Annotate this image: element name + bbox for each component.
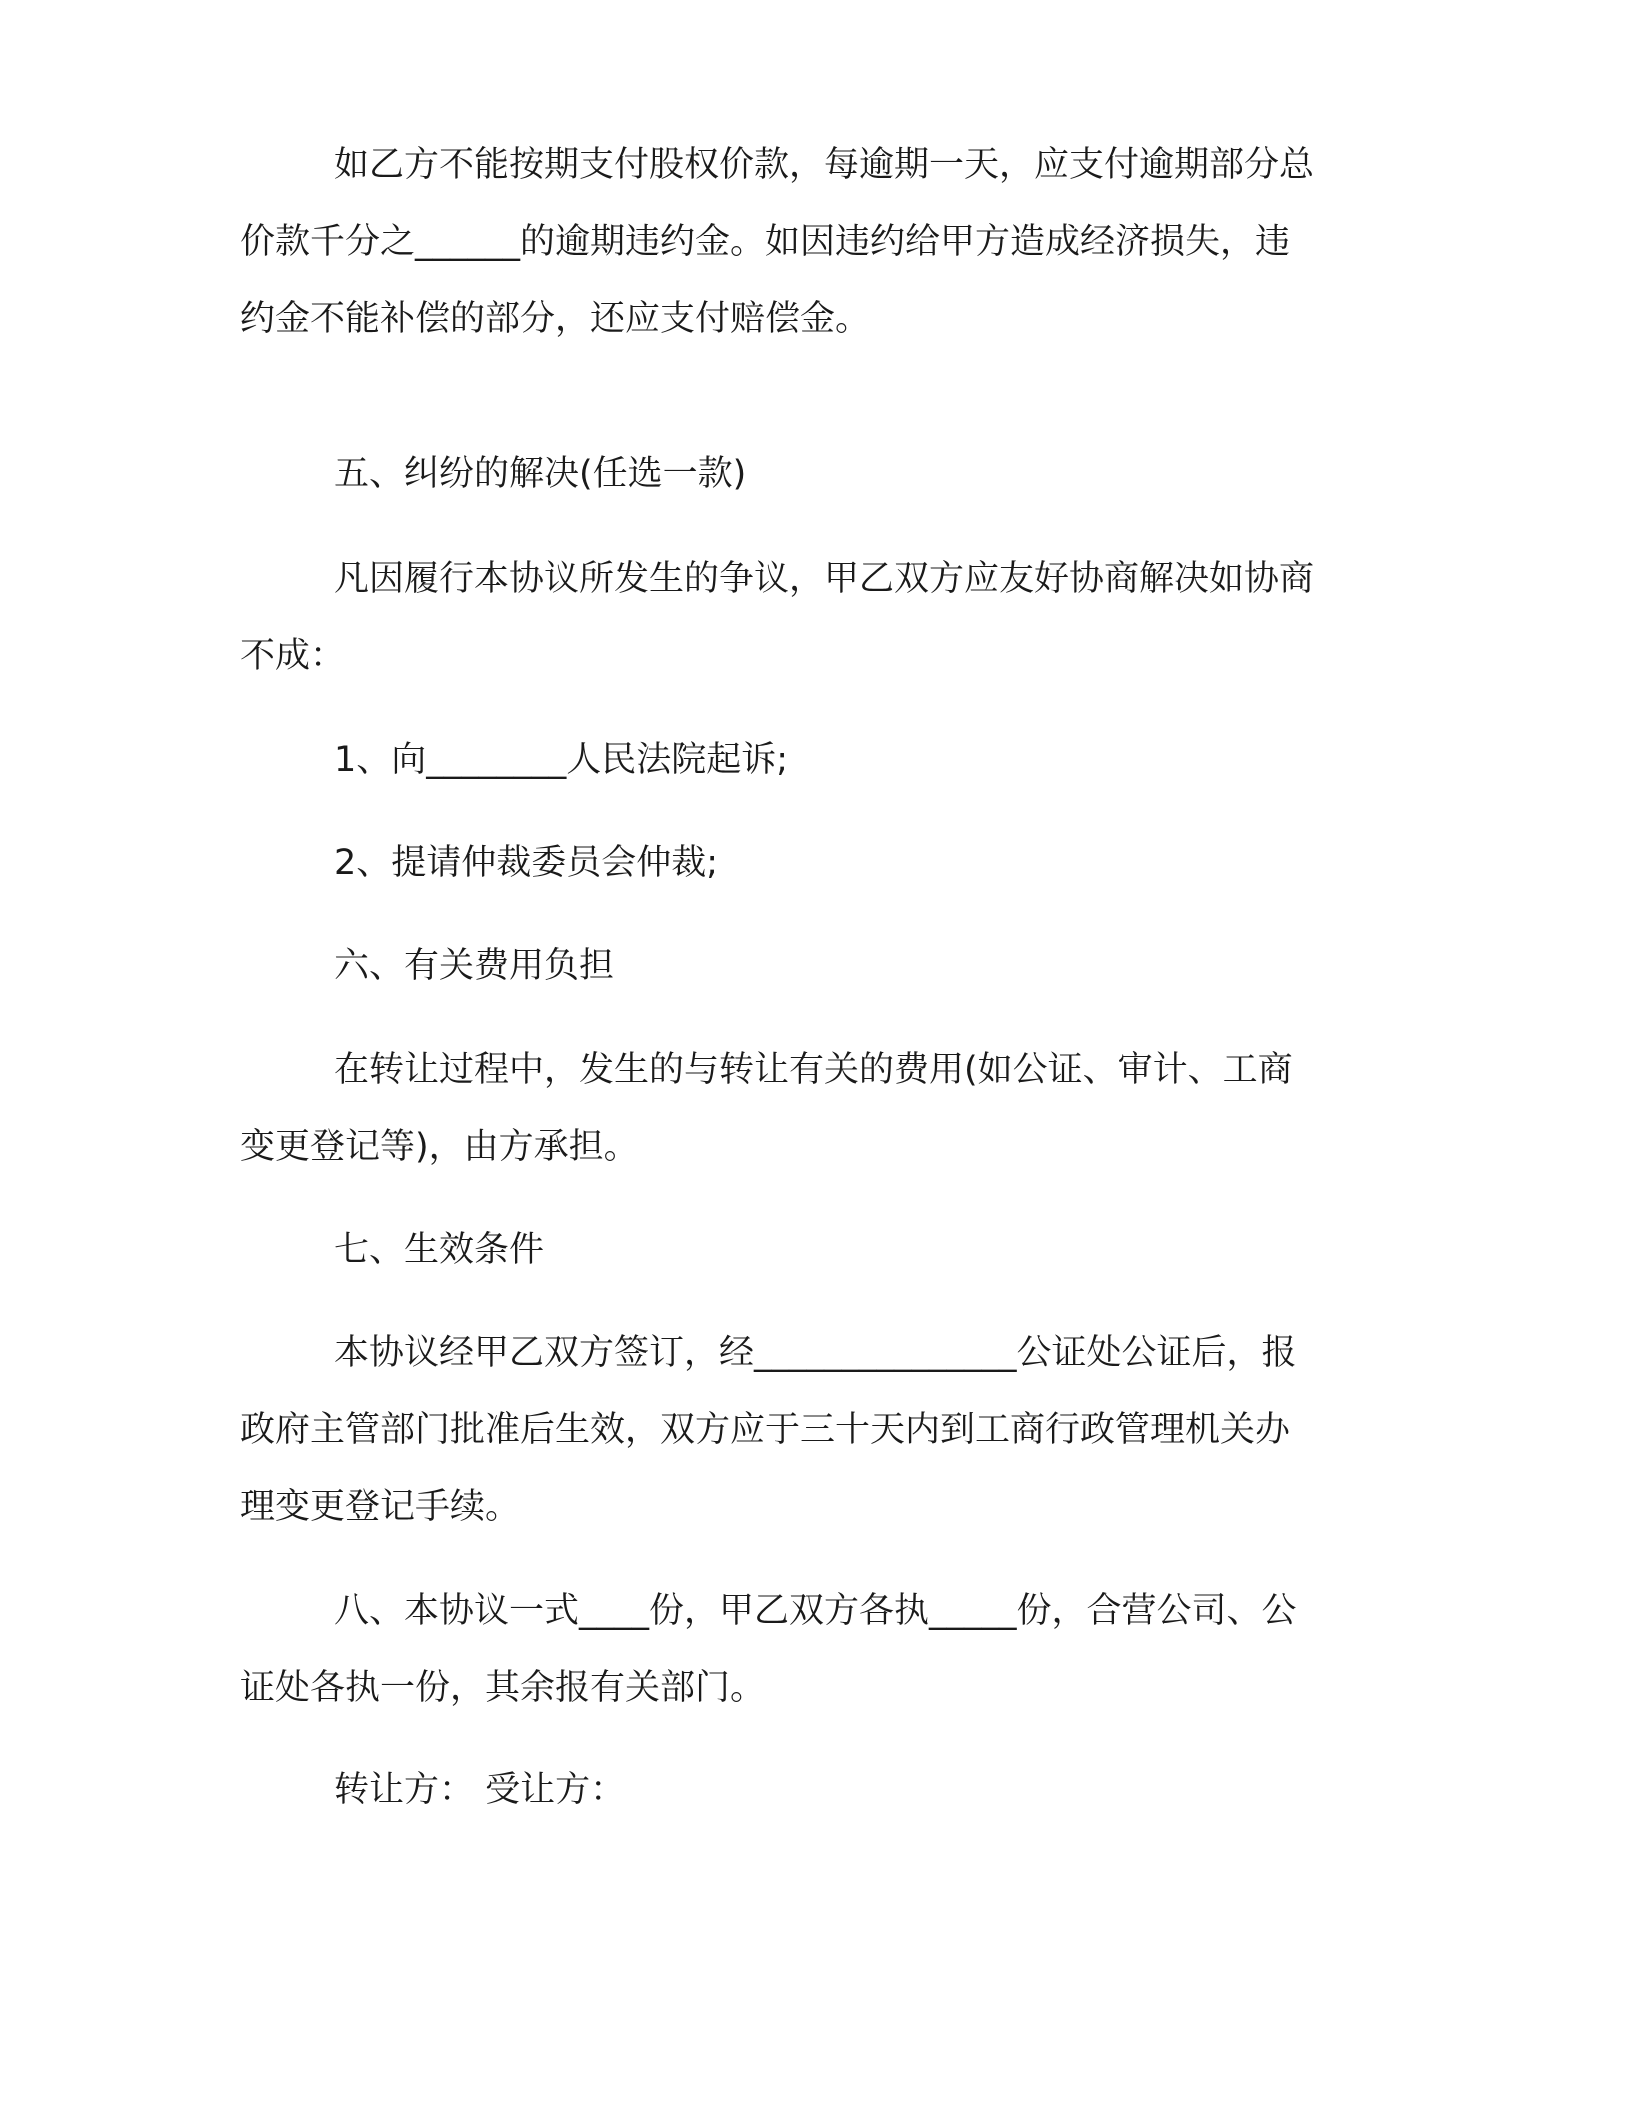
- paragraph-fees: [240, 1032, 1380, 1186]
- text-line: 约金不能补偿的部分，还应支付赔偿金。: [240, 299, 871, 339]
- heading-dispute-resolution: [240, 436, 1380, 513]
- option-arbitration: [240, 825, 1380, 902]
- text-line: 在转让过程中，发生的与转让有关的费用(如公证、审计、工商: [334, 1050, 1293, 1090]
- text-line: 转让方： 受让方：: [334, 1770, 626, 1810]
- text-line: 凡因履行本协议所发生的争议，甲乙双方应友好协商解决如协商: [334, 559, 1315, 599]
- text-line: 理变更登记手续。: [240, 1487, 521, 1527]
- paragraph-effect: [240, 1315, 1380, 1546]
- text-line: 八、本协议一式____份，甲乙双方各执_____份，合营公司、公: [334, 1591, 1297, 1631]
- paragraph-overdue-penalty: [240, 127, 1380, 358]
- text-line: 变更登记等)，由方承担。: [240, 1127, 639, 1167]
- text-line: 本协议经甲乙双方签订，经_______________公证处公证后，报: [334, 1333, 1297, 1373]
- text-line: 1、向________人民法院起诉;: [334, 740, 789, 780]
- text-line: 六、有关费用负担: [334, 946, 615, 986]
- text-line: 不成：: [240, 636, 346, 676]
- signature-line: [240, 1752, 1380, 1829]
- text-line: 如乙方不能按期支付股权价款，每逾期一天，应支付逾期部分总: [334, 145, 1315, 185]
- heading-fees: [240, 928, 1380, 1005]
- text-line: 五、纠纷的解决(任选一款): [334, 454, 747, 494]
- paragraph-copies: [240, 1573, 1380, 1727]
- text-line: 政府主管部门批准后生效，双方应于三十天内到工商行政管理机关办: [240, 1410, 1291, 1450]
- option-court: [240, 722, 1380, 799]
- text-line: 七、生效条件: [334, 1230, 545, 1270]
- heading-effect: [240, 1212, 1380, 1289]
- text-line: 证处各执一份，其余报有关部门。: [240, 1668, 766, 1708]
- text-line: 2、提请仲裁委员会仲裁;: [334, 843, 719, 883]
- text-line: 价款千分之______的逾期违约金。如因违约给甲方造成经济损失，违: [240, 222, 1291, 262]
- paragraph-dispute-intro: [240, 541, 1380, 695]
